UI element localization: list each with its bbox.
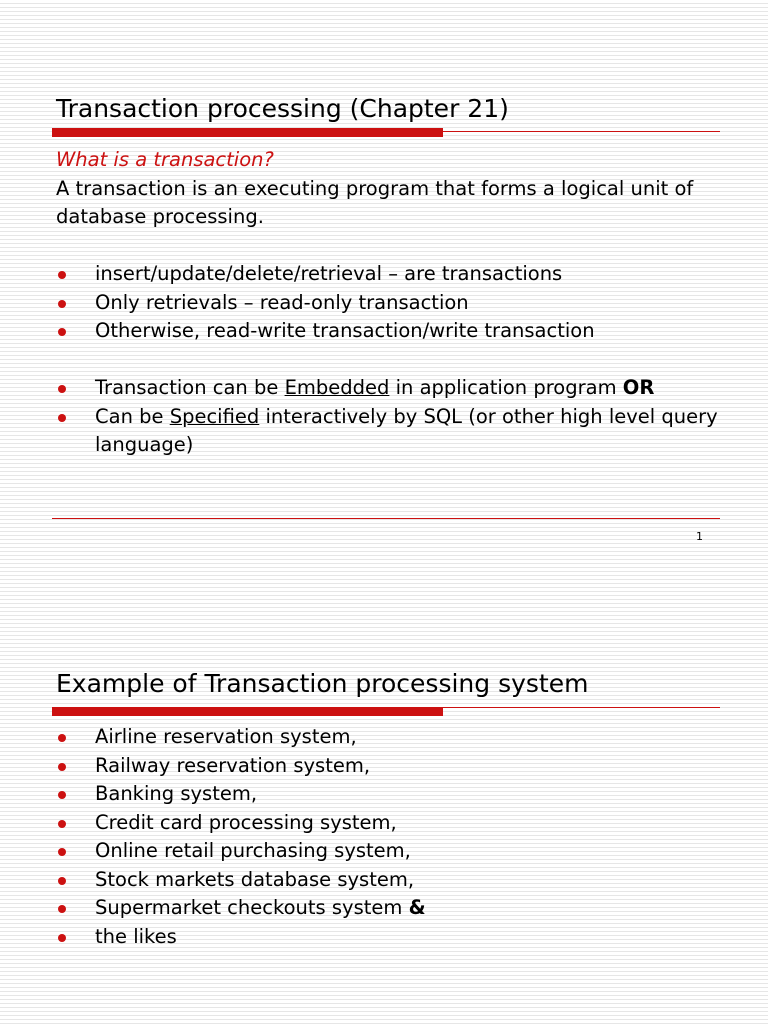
list-item <box>56 866 720 895</box>
list-item <box>56 809 720 838</box>
list-item-text: Stock markets database system, <box>95 867 415 891</box>
list-item-text: Credit card processing system, <box>95 810 397 834</box>
list-item-text: the likes <box>95 924 177 948</box>
list-item-text: Banking system, <box>95 782 258 805</box>
underlined-term: Specified <box>169 404 260 428</box>
list-item <box>56 894 720 923</box>
list-item <box>56 837 720 866</box>
definition-paragraph: A transaction is an executing program that forms a logical unit of database processing. <box>56 176 694 228</box>
bold-term: OR <box>622 376 655 399</box>
list-item-text: Transaction can be <box>95 376 285 399</box>
bullet-icon <box>58 734 66 742</box>
list-item-text: in application program <box>389 376 623 399</box>
title-underline-thick <box>52 707 443 716</box>
list-item <box>56 923 720 952</box>
list-item-text: Online retail purchasing system, <box>95 839 411 862</box>
list-item-text: insert/update/delete/retrieval – are transactions <box>95 262 563 285</box>
bullet-list-example-systems <box>56 723 720 951</box>
list-item-text: Only retrievals – read-only transaction <box>95 290 469 314</box>
slide-title: Example of Transaction processing system <box>56 669 589 698</box>
list-item-text: Railway reservation system, <box>95 753 371 777</box>
list-item <box>56 752 720 781</box>
list-item-text: Airline reservation system, <box>95 725 357 748</box>
bullet-icon <box>58 877 66 885</box>
question-heading: What is a transaction? <box>56 148 274 171</box>
list-item-text: interactively by SQL (or other high level query language) <box>95 404 718 456</box>
bold-term: & <box>408 896 426 919</box>
underlined-term: Embedded <box>284 376 390 399</box>
bullet-icon <box>58 934 66 942</box>
slide-title: Transaction processing (Chapter 21) <box>56 94 509 123</box>
bullet-icon <box>58 848 66 856</box>
list-item-text: Supermarket checkouts system <box>95 896 409 919</box>
slide-body <box>56 723 720 951</box>
bullet-icon <box>58 820 66 828</box>
list-item <box>56 723 720 752</box>
list-item-text: Otherwise, read-write transaction/write transaction <box>95 319 595 342</box>
list-item-text: Can be <box>95 404 170 428</box>
title-underline-thin <box>443 707 720 708</box>
bullet-icon <box>58 763 66 771</box>
list-item <box>56 780 720 809</box>
bullet-icon <box>58 791 66 799</box>
bullet-icon <box>58 905 66 913</box>
page-number: 1 <box>696 530 703 543</box>
